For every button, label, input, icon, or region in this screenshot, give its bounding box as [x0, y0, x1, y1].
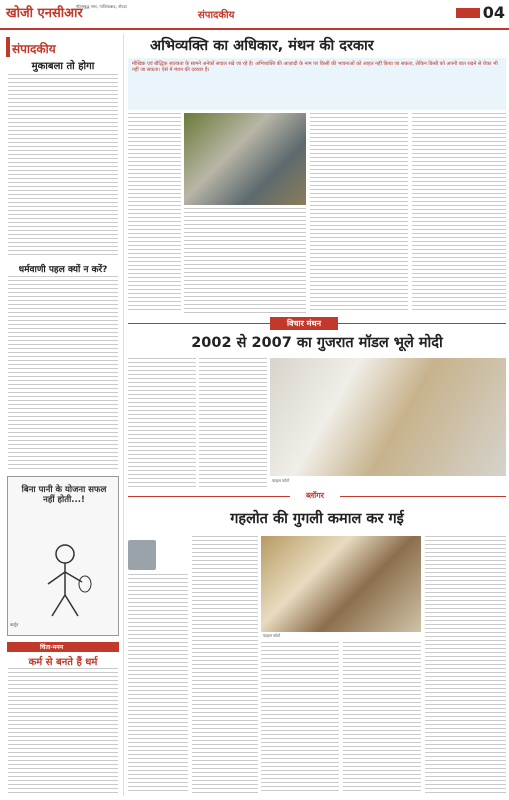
story2-col1 — [128, 358, 196, 488]
left-section-label: संपादकीय — [12, 42, 56, 56]
story3-col5 — [425, 536, 506, 794]
cartoon-speech: बिना पानी के योजना सफल नहीं होती...! — [21, 485, 107, 505]
story1-col1 — [128, 113, 181, 313]
story3-col1 — [128, 574, 188, 794]
story3-headline: गहलोत की गुगली कमाल कर गई — [230, 511, 404, 527]
main-headline: अभिव्यक्ति का अधिकार, मंथन की दरकार — [150, 38, 374, 54]
cartoon-credit: कार्टून — [10, 622, 19, 627]
story1-col2 — [184, 208, 306, 313]
editorial-heading: मुकाबला तो होगा — [31, 61, 95, 72]
blogger-label: ब्लॉगर — [290, 490, 340, 502]
story3-col3 — [261, 642, 339, 794]
author-avatar — [128, 540, 156, 570]
story3-col4 — [343, 642, 421, 794]
story3-photo-caption: फाइल फोटो — [263, 633, 281, 638]
story1-col3 — [310, 113, 408, 313]
sms-body-text — [8, 668, 118, 794]
story3-col2 — [192, 536, 258, 794]
story2-photo — [270, 358, 506, 476]
second-editorial-heading: धर्मवाणी पहल क्यों न करें? — [18, 265, 108, 275]
section-title: संपादकीय — [198, 10, 235, 21]
deck-text: मौखिक एवं बौद्धिक स्वतंत्रता के सामने अनेकों सवाल रखे जा रहे हैं। अभिव्यक्ति की आज़ादी के नाम पर किसी की भावनाओं को आहत नहीं किया जा सकता, लेकिन किसी को अपनी बात रखने से रोका भी नहीं जा सकता। ऐसे में मंथन की दरकार है। — [132, 61, 498, 73]
dateline: गौतमबुद्ध नगर, गाजियाबाद, नोएडा — [76, 4, 127, 9]
sms-label: चिंता-मनन — [40, 644, 64, 651]
story2-headline: 2002 से 2007 का गुजरात मॉडल भूले मोदी — [191, 335, 443, 351]
sms-title: कर्म से बनते हैं धर्म — [28, 657, 98, 668]
vichar-label: विचार मंथन — [270, 317, 338, 330]
page-number: 04 — [482, 3, 505, 22]
cartoon-figure-icon — [30, 540, 100, 620]
page-number-bar — [456, 8, 480, 18]
second-editorial-body — [8, 276, 118, 470]
story2-col2 — [199, 358, 267, 488]
newspaper-logo: खोजी एनसीआर — [6, 6, 83, 21]
section-marker — [6, 37, 10, 57]
story3-photo — [261, 536, 421, 632]
story2-photo-caption: फाइल फोटो — [272, 478, 290, 483]
story1-photo — [184, 113, 306, 205]
editorial-body-text — [8, 74, 118, 256]
story1-col4 — [412, 113, 506, 313]
